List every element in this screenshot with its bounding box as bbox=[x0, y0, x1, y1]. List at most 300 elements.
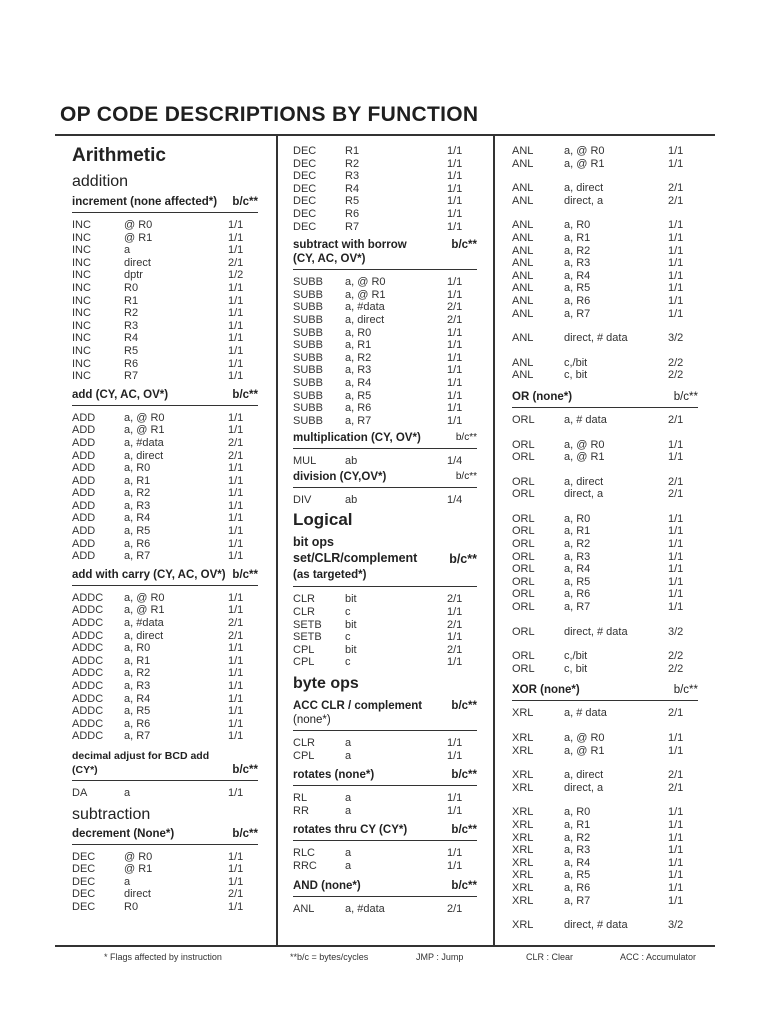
bytes-cycles: 2/1 bbox=[447, 301, 463, 314]
mnemonic: DEC bbox=[72, 888, 96, 901]
mnemonic: SUBB bbox=[293, 402, 323, 415]
instruction-row bbox=[293, 364, 477, 377]
mnemonic: ADD bbox=[72, 537, 96, 550]
operand: a, R7 bbox=[564, 601, 591, 614]
group-header-bit-ops bbox=[293, 534, 477, 587]
mnemonic: ADD bbox=[72, 424, 96, 437]
mnemonic: DEC bbox=[293, 220, 317, 233]
mnemonic: ADDC bbox=[72, 667, 104, 680]
bytes-cycles: 1/1 bbox=[668, 231, 684, 244]
group-header-increment bbox=[72, 195, 258, 213]
group-header-rotates-cy bbox=[293, 823, 477, 841]
instruction-row bbox=[512, 195, 698, 208]
mnemonic: XRL bbox=[512, 769, 534, 782]
operand: a, R4 bbox=[564, 856, 591, 869]
bytes-cycles: 2/1 bbox=[668, 413, 684, 426]
mnemonic: DEC bbox=[293, 157, 317, 170]
bytes-cycles: 1/1 bbox=[668, 538, 684, 551]
instruction-row bbox=[512, 369, 698, 382]
bc-label: b/c** bbox=[449, 551, 477, 566]
mnemonic: ANL bbox=[512, 282, 534, 295]
instruction-row bbox=[512, 869, 698, 882]
mnemonic: DA bbox=[72, 786, 88, 799]
mnemonic: ORL bbox=[512, 475, 535, 488]
mnemonic: SUBB bbox=[293, 288, 323, 301]
instruction-row bbox=[72, 851, 258, 864]
operand: a, R5 bbox=[124, 705, 151, 718]
mnemonic: INC bbox=[72, 332, 91, 345]
operand: a bbox=[124, 244, 131, 257]
operand: a, direct bbox=[345, 313, 385, 326]
column-1 bbox=[72, 143, 258, 914]
instruction-row bbox=[512, 551, 698, 564]
mnemonic: INC bbox=[72, 281, 91, 294]
operand: a, R6 bbox=[564, 294, 591, 307]
instruction-row bbox=[512, 769, 698, 782]
instruction-row bbox=[293, 455, 477, 468]
mnemonic: XRL bbox=[512, 919, 534, 932]
bytes-cycles: 1/1 bbox=[668, 438, 684, 451]
mnemonic: XRL bbox=[512, 781, 534, 794]
instruction-list-xrl-direct-imm bbox=[512, 919, 698, 932]
bc-label: b/c** bbox=[232, 388, 258, 401]
bc-label: b/c** bbox=[451, 824, 477, 837]
instruction-row bbox=[72, 512, 258, 525]
mnemonic: ADD bbox=[72, 512, 96, 525]
footnote-bytes-cycles: **b/c = bytes/cycles bbox=[290, 952, 369, 962]
operand: a bbox=[345, 804, 352, 817]
instruction-row bbox=[293, 183, 477, 196]
bytes-cycles: 2/1 bbox=[228, 449, 244, 462]
instruction-list-orl-direct-imm bbox=[512, 626, 698, 639]
mnemonic: DEC bbox=[293, 170, 317, 183]
operand: c, bit bbox=[564, 662, 588, 675]
group-title bbox=[293, 238, 407, 266]
instruction-row bbox=[293, 750, 477, 763]
bytes-cycles: 1/1 bbox=[668, 512, 684, 525]
operand: a bbox=[345, 737, 352, 750]
group-title-line: (none*) bbox=[293, 714, 331, 727]
bytes-cycles: 2/1 bbox=[447, 902, 463, 915]
operand: R7 bbox=[124, 370, 139, 383]
instruction-row bbox=[512, 332, 698, 345]
bc-label: b/c** bbox=[455, 432, 477, 444]
bc-label: b/c** bbox=[451, 879, 477, 892]
instruction-row bbox=[512, 626, 698, 639]
mnemonic: ORL bbox=[512, 413, 535, 426]
mnemonic: ANL bbox=[512, 356, 534, 369]
mnemonic: ANL bbox=[512, 194, 534, 207]
bytes-cycles: 1/1 bbox=[228, 219, 244, 231]
mnemonic: SETB bbox=[293, 631, 322, 644]
instruction-row bbox=[512, 439, 698, 452]
operand: direct, # data bbox=[564, 332, 628, 345]
operand: c bbox=[345, 656, 351, 669]
bc-label: b/c** bbox=[673, 684, 698, 697]
mnemonic: XRL bbox=[512, 831, 534, 844]
mnemonic: DEC bbox=[72, 875, 96, 888]
mnemonic: ANL bbox=[512, 182, 534, 195]
operand: a, R3 bbox=[345, 364, 372, 377]
mnemonic: ADDC bbox=[72, 642, 104, 655]
instruction-list-anl-reg bbox=[512, 219, 698, 320]
bytes-cycles: 2/1 bbox=[668, 781, 684, 794]
mnemonic: DEC bbox=[72, 863, 96, 876]
operand: a, @ R0 bbox=[564, 732, 605, 744]
mnemonic: ORL bbox=[512, 563, 535, 576]
operand: a, @ R0 bbox=[124, 411, 165, 424]
instruction-row bbox=[512, 806, 698, 819]
mnemonic: ADD bbox=[72, 499, 96, 512]
mnemonic: DEC bbox=[293, 145, 317, 157]
bytes-cycles: 1/1 bbox=[668, 145, 684, 157]
instruction-row bbox=[293, 170, 477, 183]
mnemonic: SUBB bbox=[293, 313, 323, 326]
instruction-row bbox=[512, 145, 698, 158]
mnemonic: ORL bbox=[512, 488, 535, 501]
bytes-cycles: 1/1 bbox=[447, 749, 463, 762]
instruction-row bbox=[293, 208, 477, 221]
instruction-row bbox=[72, 424, 258, 437]
instruction-list-xrl-direct bbox=[512, 769, 698, 794]
bytes-cycles: 1/1 bbox=[228, 294, 244, 307]
bytes-cycles: 2/1 bbox=[668, 707, 684, 720]
column-2 bbox=[293, 143, 477, 915]
bytes-cycles: 2/2 bbox=[668, 369, 684, 382]
instruction-list-xrl-reg bbox=[512, 806, 698, 907]
column-divider-2 bbox=[493, 136, 495, 945]
mnemonic: XRL bbox=[512, 806, 534, 819]
instruction-list-orl-reg bbox=[512, 513, 698, 614]
instruction-list-anl-imm bbox=[512, 332, 698, 345]
mnemonic: DEC bbox=[293, 207, 317, 220]
bytes-cycles: 2/1 bbox=[228, 256, 244, 269]
operand: R0 bbox=[124, 281, 139, 294]
bytes-cycles: 1/1 bbox=[228, 462, 244, 475]
bytes-cycles: 1/1 bbox=[668, 525, 684, 538]
bc-label: b/c** bbox=[451, 239, 477, 252]
instruction-row bbox=[512, 895, 698, 908]
bytes-cycles: 1/1 bbox=[228, 730, 244, 743]
group-title: OR (none*) bbox=[512, 390, 573, 403]
operand: R3 bbox=[345, 170, 360, 183]
instruction-row bbox=[72, 257, 258, 270]
bytes-cycles: 1/4 bbox=[447, 493, 463, 506]
mnemonic: XRL bbox=[512, 881, 534, 894]
instruction-row bbox=[512, 588, 698, 601]
instruction-row bbox=[72, 450, 258, 463]
instruction-row bbox=[293, 903, 477, 916]
group-title: division (CY,OV*) bbox=[293, 470, 387, 483]
mnemonic: SUBB bbox=[293, 364, 323, 377]
operand: a, R3 bbox=[564, 550, 591, 563]
instruction-row bbox=[72, 901, 258, 914]
instruction-list-xrl-ind bbox=[512, 732, 698, 757]
bytes-cycles: 1/1 bbox=[228, 357, 244, 370]
bytes-cycles: 1/1 bbox=[668, 550, 684, 563]
bytes-cycles: 1/1 bbox=[228, 344, 244, 357]
operand: a, @ R1 bbox=[564, 451, 605, 464]
mnemonic: ANL bbox=[512, 145, 534, 157]
operand: a, @ R0 bbox=[345, 276, 386, 289]
group-header-div bbox=[293, 470, 477, 488]
bytes-cycles: 1/1 bbox=[668, 818, 684, 831]
operand: a, R4 bbox=[564, 563, 591, 576]
operand: direct, a bbox=[564, 488, 604, 501]
mnemonic: ORL bbox=[512, 625, 535, 638]
operand: a, R5 bbox=[564, 282, 591, 295]
operand: a, R2 bbox=[124, 667, 151, 680]
instruction-row bbox=[293, 494, 477, 507]
operand: c,/bit bbox=[564, 356, 588, 369]
bytes-cycles: 1/1 bbox=[668, 894, 684, 907]
operand: direct bbox=[124, 256, 151, 269]
instruction-row bbox=[72, 219, 258, 232]
instruction-row bbox=[512, 732, 698, 745]
mnemonic: SUBB bbox=[293, 301, 323, 314]
group-header-addc bbox=[72, 568, 258, 586]
operand: a, # data bbox=[564, 707, 607, 720]
operand: a, R6 bbox=[345, 402, 372, 415]
instruction-row bbox=[293, 352, 477, 365]
instruction-list-orl-direct bbox=[512, 476, 698, 501]
instruction-row bbox=[293, 327, 477, 340]
mnemonic: ORL bbox=[512, 650, 535, 663]
instruction-row bbox=[512, 745, 698, 758]
bc-label: b/c** bbox=[455, 470, 477, 482]
instruction-row bbox=[293, 402, 477, 415]
bytes-cycles: 1/1 bbox=[668, 451, 684, 464]
bytes-cycles: 2/1 bbox=[447, 313, 463, 326]
instruction-row bbox=[72, 550, 258, 563]
bytes-cycles: 1/1 bbox=[228, 281, 244, 294]
operand: a, R6 bbox=[564, 588, 591, 601]
instruction-list-dec-cont bbox=[293, 145, 477, 233]
mnemonic: ADDC bbox=[72, 591, 104, 604]
operand: a, #data bbox=[345, 902, 385, 915]
bytes-cycles: 1/1 bbox=[228, 692, 244, 705]
instruction-row bbox=[512, 451, 698, 464]
instruction-row bbox=[72, 787, 258, 800]
operand: a, direct bbox=[564, 182, 604, 195]
mnemonic: SUBB bbox=[293, 351, 323, 364]
bytes-cycles: 1/1 bbox=[447, 414, 463, 427]
mnemonic: ADDC bbox=[72, 692, 104, 705]
mnemonic: INC bbox=[72, 319, 91, 332]
instruction-list-dec bbox=[72, 851, 258, 914]
instruction-row bbox=[512, 576, 698, 589]
mnemonic: ADD bbox=[72, 449, 96, 462]
instruction-row bbox=[512, 357, 698, 370]
group-title bbox=[293, 534, 417, 583]
section-heading-arithmetic: Arithmetic bbox=[72, 145, 166, 166]
bytes-cycles: 2/1 bbox=[668, 194, 684, 207]
group-header-and bbox=[293, 879, 477, 897]
bytes-cycles: 1/1 bbox=[228, 591, 244, 604]
bytes-cycles: 3/2 bbox=[668, 625, 684, 638]
bytes-cycles: 1/1 bbox=[447, 207, 463, 220]
operand: a, R5 bbox=[345, 389, 372, 402]
instruction-row bbox=[512, 158, 698, 171]
instruction-row bbox=[293, 619, 477, 632]
mnemonic: DEC bbox=[72, 850, 96, 863]
group-title-line: (CY, AC, OV*) bbox=[293, 253, 366, 266]
operand: bit bbox=[345, 593, 357, 606]
mnemonic: ADD bbox=[72, 474, 96, 487]
instruction-list-inc bbox=[72, 219, 258, 383]
mnemonic: INC bbox=[72, 231, 91, 244]
bytes-cycles: 1/1 bbox=[228, 307, 244, 320]
mnemonic: ANL bbox=[293, 902, 315, 915]
instruction-row bbox=[72, 307, 258, 320]
instruction-row bbox=[512, 832, 698, 845]
operand: dptr bbox=[124, 269, 143, 282]
operand: @ R1 bbox=[124, 863, 153, 876]
instruction-row bbox=[72, 232, 258, 245]
operand: a, R6 bbox=[124, 537, 151, 550]
instruction-row bbox=[293, 644, 477, 657]
mnemonic: DIV bbox=[293, 493, 312, 506]
group-title-line: subtract with borrow bbox=[293, 239, 407, 252]
bytes-cycles: 1/1 bbox=[447, 631, 463, 644]
bytes-cycles: 1/4 bbox=[447, 455, 463, 468]
instruction-list-bit bbox=[293, 593, 477, 669]
bytes-cycles: 1/1 bbox=[668, 269, 684, 282]
operand: a, R2 bbox=[564, 538, 591, 551]
subsection-heading-byte-ops: byte ops bbox=[293, 675, 359, 693]
bytes-cycles: 1/1 bbox=[447, 276, 463, 289]
mnemonic: ANL bbox=[512, 269, 534, 282]
mnemonic: INC bbox=[72, 256, 91, 269]
operand: a, R2 bbox=[345, 351, 372, 364]
instruction-row bbox=[512, 707, 698, 720]
group-title: multiplication (CY, OV*) bbox=[293, 432, 421, 445]
operand: direct, # data bbox=[564, 919, 628, 932]
group-title: add (CY, AC, OV*) bbox=[72, 388, 169, 401]
operand: a, #data bbox=[124, 617, 164, 630]
bytes-cycles: 2/1 bbox=[668, 488, 684, 501]
footnote-flags: * Flags affected by instruction bbox=[104, 952, 222, 962]
group-header-rotates bbox=[293, 768, 477, 786]
mnemonic: MUL bbox=[293, 455, 317, 468]
mnemonic: ORL bbox=[512, 601, 535, 614]
operand: c, bit bbox=[564, 369, 588, 382]
instruction-row bbox=[293, 390, 477, 403]
operand: R6 bbox=[345, 207, 360, 220]
mnemonic: ADDC bbox=[72, 680, 104, 692]
group-header-xor bbox=[512, 683, 698, 701]
bytes-cycles: 1/1 bbox=[447, 606, 463, 619]
bytes-cycles: 1/1 bbox=[447, 847, 463, 860]
mnemonic: ORL bbox=[512, 662, 535, 675]
mnemonic: ADD bbox=[72, 487, 96, 500]
mnemonic: DEC bbox=[293, 182, 317, 195]
page-title: OP CODE DESCRIPTIONS BY FUNCTION bbox=[60, 103, 479, 126]
instruction-row bbox=[293, 737, 477, 750]
operand: ab bbox=[345, 493, 358, 506]
operand: c,/bit bbox=[564, 650, 588, 663]
mnemonic: INC bbox=[72, 269, 91, 282]
mnemonic: ANL bbox=[512, 244, 534, 257]
operand: a, @ R1 bbox=[124, 424, 165, 437]
operand: a, R2 bbox=[124, 487, 151, 500]
mnemonic: XRL bbox=[512, 856, 534, 869]
operand: a bbox=[124, 786, 131, 799]
operand: a, R5 bbox=[564, 869, 591, 882]
operand: a, @ R1 bbox=[124, 604, 165, 617]
instruction-row bbox=[293, 631, 477, 644]
operand: R4 bbox=[124, 332, 139, 345]
bytes-cycles: 2/1 bbox=[668, 475, 684, 488]
instruction-row bbox=[72, 680, 258, 693]
mnemonic: INC bbox=[72, 370, 91, 383]
instruction-row bbox=[293, 415, 477, 428]
bytes-cycles: 2/2 bbox=[668, 356, 684, 369]
mnemonic: RR bbox=[293, 804, 309, 817]
mnemonic: CPL bbox=[293, 656, 315, 669]
instruction-row bbox=[293, 314, 477, 327]
footnote-clr: CLR : Clear bbox=[526, 952, 574, 962]
bytes-cycles: 1/1 bbox=[228, 604, 244, 617]
mnemonic: INC bbox=[72, 294, 91, 307]
operand: a, R1 bbox=[124, 654, 151, 667]
group-title-line: (as targeted*) bbox=[293, 569, 367, 582]
operand: a, R1 bbox=[564, 525, 591, 538]
bc-label: b/c** bbox=[451, 700, 477, 713]
instruction-row bbox=[512, 414, 698, 427]
bytes-cycles: 2/1 bbox=[228, 436, 244, 449]
instruction-list-div bbox=[293, 494, 477, 507]
bytes-cycles: 1/1 bbox=[668, 575, 684, 588]
bytes-cycles: 1/1 bbox=[668, 844, 684, 857]
instruction-row bbox=[512, 819, 698, 832]
mnemonic: SUBB bbox=[293, 339, 323, 352]
operand: a, R0 bbox=[564, 806, 591, 819]
mnemonic: XRL bbox=[512, 894, 534, 907]
bytes-cycles: 1/2 bbox=[228, 269, 244, 282]
mnemonic: ANL bbox=[512, 157, 534, 170]
instruction-row bbox=[512, 295, 698, 308]
bytes-cycles: 1/1 bbox=[668, 744, 684, 757]
instruction-row bbox=[72, 475, 258, 488]
bytes-cycles: 2/1 bbox=[668, 182, 684, 195]
mnemonic: SETB bbox=[293, 618, 322, 631]
mnemonic: CLR bbox=[293, 593, 316, 606]
instruction-row bbox=[72, 667, 258, 680]
operand: a, @ R0 bbox=[124, 591, 165, 604]
bytes-cycles: 1/1 bbox=[447, 170, 463, 183]
instruction-row bbox=[293, 145, 477, 158]
mnemonic: ORL bbox=[512, 538, 535, 551]
mnemonic: SUBB bbox=[293, 414, 323, 427]
bytes-cycles: 1/1 bbox=[228, 319, 244, 332]
bytes-cycles: 1/1 bbox=[668, 732, 684, 744]
mnemonic: ANL bbox=[512, 231, 534, 244]
bc-label: b/c** bbox=[232, 827, 258, 840]
operand: bit bbox=[345, 643, 357, 656]
instruction-row bbox=[512, 513, 698, 526]
instruction-list-add bbox=[72, 412, 258, 563]
instruction-row bbox=[72, 500, 258, 513]
mnemonic: RRC bbox=[293, 860, 317, 872]
mnemonic: INC bbox=[72, 344, 91, 357]
instruction-row bbox=[512, 232, 698, 245]
bytes-cycles: 1/1 bbox=[228, 487, 244, 500]
bytes-cycles: 1/1 bbox=[668, 244, 684, 257]
instruction-list-orl-bit bbox=[512, 650, 698, 675]
mnemonic: XRL bbox=[512, 744, 534, 757]
instruction-row bbox=[72, 282, 258, 295]
